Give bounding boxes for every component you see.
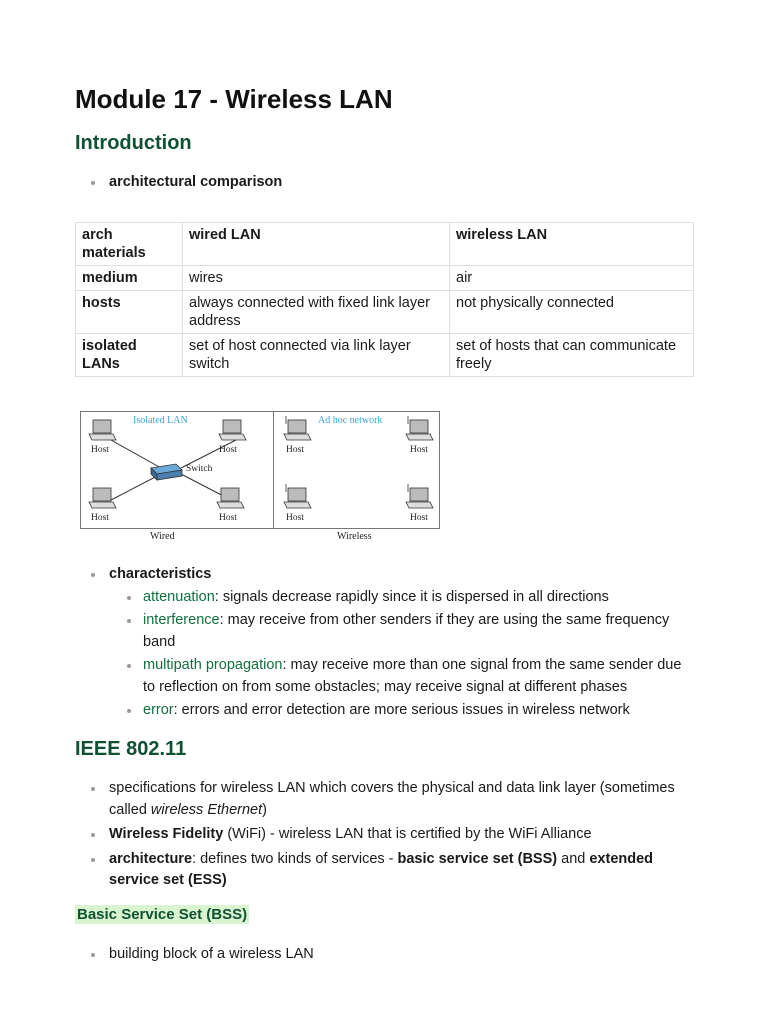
bold-term: architecture: [109, 850, 193, 867]
laptop-icon: [89, 488, 116, 508]
bullet-text: specifications for wireless LAN which covers the physical and data link layer (sometimes called: [109, 780, 675, 818]
term-attenuation: attenuation: [143, 588, 215, 605]
host-label: Host: [219, 513, 237, 523]
characteristics-sublist: [109, 587, 695, 722]
laptop-icon: [284, 416, 311, 440]
term-multipath-propagation: multipath propagation: [143, 657, 283, 673]
bullet-text: ): [262, 801, 267, 818]
list-item: [75, 849, 695, 892]
bold-term: Wireless Fidelity: [109, 826, 224, 842]
bullet-text: (WiFi) - wireless LAN that is certified by the WiFi Alliance: [223, 826, 592, 842]
bold-term: basic service set (BSS): [397, 850, 558, 867]
laptop-icon: [219, 420, 246, 440]
list-item: [109, 655, 695, 698]
table-cell: always connected with fixed link layer address: [183, 291, 450, 334]
host-label: Host: [410, 445, 428, 455]
host-label: Host: [91, 445, 109, 455]
bullet-text: characteristics: [109, 566, 212, 582]
section-heading-introduction: Introduction: [75, 132, 192, 154]
laptop-icon: [284, 484, 311, 508]
laptop-icon: [89, 420, 116, 440]
term-description: : may receive more than one signal from the same sender due to reflection on from some obstacles; may receive signal at different phases: [143, 657, 682, 695]
table-row: [76, 266, 694, 291]
laptop-icon: [406, 416, 433, 440]
wireless-hosts: [274, 412, 439, 528]
term-description: : errors and error detection are more serious issues in wireless network: [173, 702, 630, 718]
term-description: : signals decrease rapidly since it is dispersed in all directions: [214, 588, 609, 605]
table-cell: not physically connected: [450, 291, 694, 334]
host-label: Host: [410, 513, 428, 523]
table-cell: isolated LANs: [76, 334, 183, 377]
list-item: [75, 564, 695, 722]
switch-label: Switch: [186, 464, 213, 474]
table-cell: arch materials: [76, 223, 183, 266]
table-cell: wired LAN: [183, 223, 450, 266]
table-cell: wireless LAN: [450, 223, 694, 266]
host-label: Host: [91, 513, 109, 523]
table-header-row: [76, 223, 694, 266]
intro-bullet-list: [75, 172, 695, 194]
list-item: [75, 944, 695, 966]
figure-title-wireless: Ad hoc network: [318, 415, 383, 426]
list-item: [109, 587, 695, 609]
page-title: Module 17 - Wireless LAN: [75, 84, 393, 114]
table-cell: set of hosts that can communicate freely: [450, 334, 694, 377]
figure-caption-wireless: Wireless: [337, 531, 372, 542]
bullet-text: architectural comparison: [109, 174, 283, 190]
figure-title-wired: Isolated LAN: [133, 415, 188, 426]
figure-caption-wired: Wired: [150, 531, 175, 542]
list-item: [75, 824, 695, 846]
table-row: [76, 334, 694, 377]
term-interference: interference: [143, 612, 220, 628]
wired-lan-diagram: [80, 411, 277, 529]
term-error: error: [143, 702, 174, 718]
network-figure: [80, 411, 450, 546]
table-cell: set of host connected via link layer switch: [183, 334, 450, 377]
characteristics-list: [75, 564, 695, 722]
host-label: Host: [219, 445, 237, 455]
wired-links: [81, 412, 276, 528]
bullet-text: : defines two kinds of services -: [192, 850, 398, 867]
bss-bullet-list: [75, 944, 695, 966]
laptop-icon: [217, 488, 244, 508]
table-cell: hosts: [76, 291, 183, 334]
list-item: [75, 778, 695, 821]
list-item: [109, 700, 695, 722]
ieee-bullet-list: [75, 778, 695, 892]
host-label: Host: [286, 445, 304, 455]
comparison-table: [75, 222, 694, 377]
laptop-icon: [406, 484, 433, 508]
list-item: [109, 610, 695, 653]
list-item: [75, 172, 695, 194]
adhoc-network-diagram: [273, 411, 440, 529]
table-cell: air: [450, 266, 694, 291]
bullet-text: and: [557, 850, 590, 867]
host-label: Host: [286, 513, 304, 523]
table-row: [76, 291, 694, 334]
bullet-text: building block of a wireless LAN: [109, 946, 314, 962]
term-description: : may receive from other senders if they are using the same frequency band: [143, 612, 670, 650]
emphasis-text: wireless Ethernet: [150, 801, 263, 818]
bold-term: extended service set (ESS): [109, 850, 654, 888]
section-heading-bss: Basic Service Set (BSS): [77, 906, 248, 923]
table-cell: wires: [183, 266, 450, 291]
section-heading-ieee: IEEE 802.11: [75, 738, 187, 760]
table-cell: medium: [76, 266, 183, 291]
